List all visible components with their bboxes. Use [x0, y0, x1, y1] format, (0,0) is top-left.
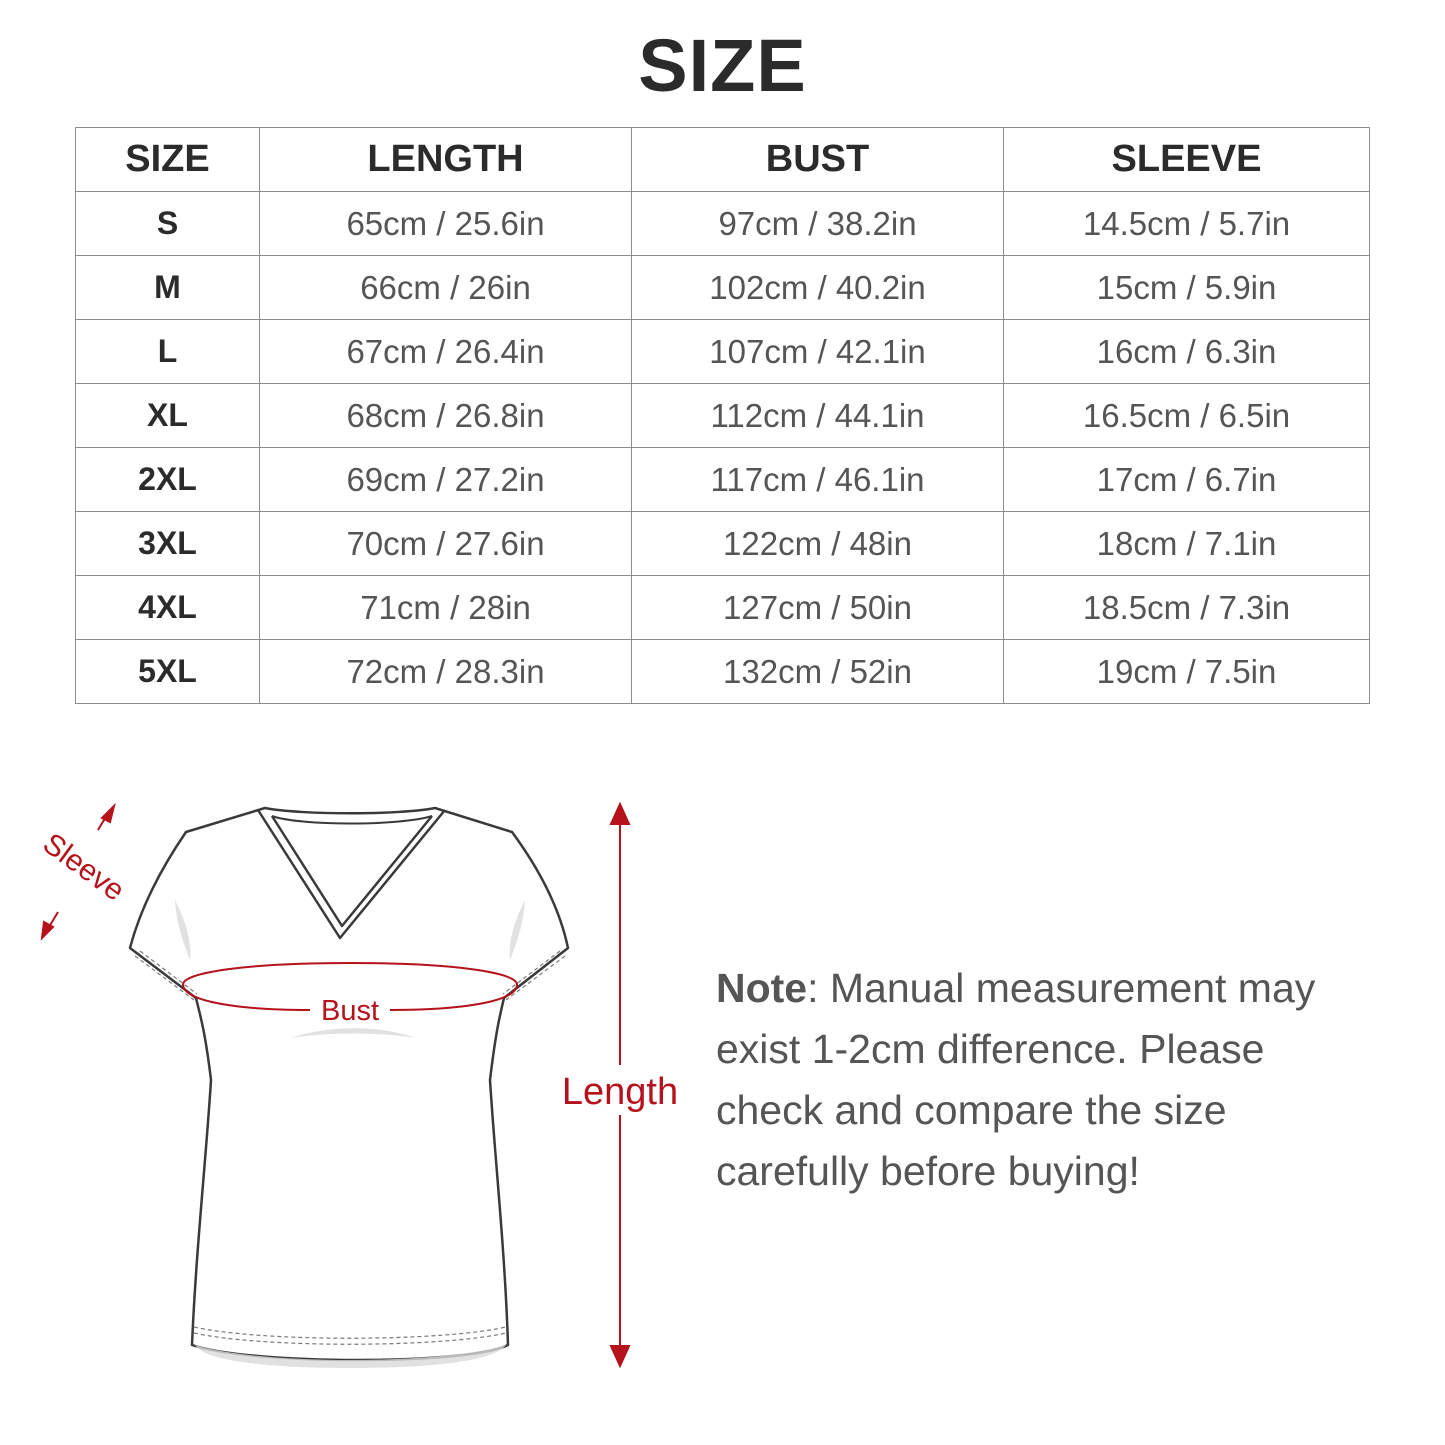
tshirt-outline-icon: [130, 808, 568, 1360]
bust-cell: 117cm / 46.1in: [632, 448, 1004, 512]
table-row: [76, 576, 1370, 640]
bust-cell: 127cm / 50in: [632, 576, 1004, 640]
length-cell: 72cm / 28.3in: [260, 640, 632, 704]
sleeve-cell: 17cm / 6.7in: [1004, 448, 1370, 512]
bust-cell: 122cm / 48in: [632, 512, 1004, 576]
note-body: : Manual measurement may exist 1-2cm difference. Please check and compare the size carefully before buying!: [716, 965, 1316, 1194]
length-cell: 71cm / 28in: [260, 576, 632, 640]
tshirt-diagram: [0, 780, 720, 1400]
note-text: [716, 958, 1376, 1202]
header-sleeve: SLEEVE: [1004, 128, 1370, 192]
sleeve-cell: 16cm / 6.3in: [1004, 320, 1370, 384]
table-row: [76, 640, 1370, 704]
length-label: Length: [561, 1071, 679, 1113]
sleeve-cell: 16.5cm / 6.5in: [1004, 384, 1370, 448]
length-cell: 65cm / 25.6in: [260, 192, 632, 256]
sleeve-cell: 18cm / 7.1in: [1004, 512, 1370, 576]
table-row: [76, 320, 1370, 384]
size-cell: 3XL: [76, 512, 260, 576]
size-cell: 4XL: [76, 576, 260, 640]
note-label: Note: [716, 965, 808, 1011]
header-size: SIZE: [76, 128, 260, 192]
table-row: [76, 448, 1370, 512]
bust-label: Bust: [320, 995, 380, 1027]
length-cell: 66cm / 26in: [260, 256, 632, 320]
length-cell: 67cm / 26.4in: [260, 320, 632, 384]
page-title: SIZE: [638, 24, 807, 107]
table-row: [76, 512, 1370, 576]
bust-cell: 97cm / 38.2in: [632, 192, 1004, 256]
size-cell: M: [76, 256, 260, 320]
header-length: LENGTH: [260, 128, 632, 192]
size-cell: 2XL: [76, 448, 260, 512]
length-cell: 68cm / 26.8in: [260, 384, 632, 448]
table-header-row: [76, 128, 1370, 192]
length-cell: 69cm / 27.2in: [260, 448, 632, 512]
length-cell: 70cm / 27.6in: [260, 512, 632, 576]
sleeve-cell: 14.5cm / 5.7in: [1004, 192, 1370, 256]
size-cell: S: [76, 192, 260, 256]
table-row: [76, 192, 1370, 256]
sleeve-cell: 18.5cm / 7.3in: [1004, 576, 1370, 640]
sleeve-cell: 15cm / 5.9in: [1004, 256, 1370, 320]
bust-cell: 107cm / 42.1in: [632, 320, 1004, 384]
table-row: [76, 384, 1370, 448]
size-cell: L: [76, 320, 260, 384]
size-cell: XL: [76, 384, 260, 448]
bust-cell: 132cm / 52in: [632, 640, 1004, 704]
bust-cell: 102cm / 40.2in: [632, 256, 1004, 320]
header-bust: BUST: [632, 128, 1004, 192]
table-row: [76, 256, 1370, 320]
sleeve-cell: 19cm / 7.5in: [1004, 640, 1370, 704]
size-table: [75, 127, 1370, 704]
sleeve-label: Sleeve: [36, 827, 131, 908]
bust-cell: 112cm / 44.1in: [632, 384, 1004, 448]
size-cell: 5XL: [76, 640, 260, 704]
